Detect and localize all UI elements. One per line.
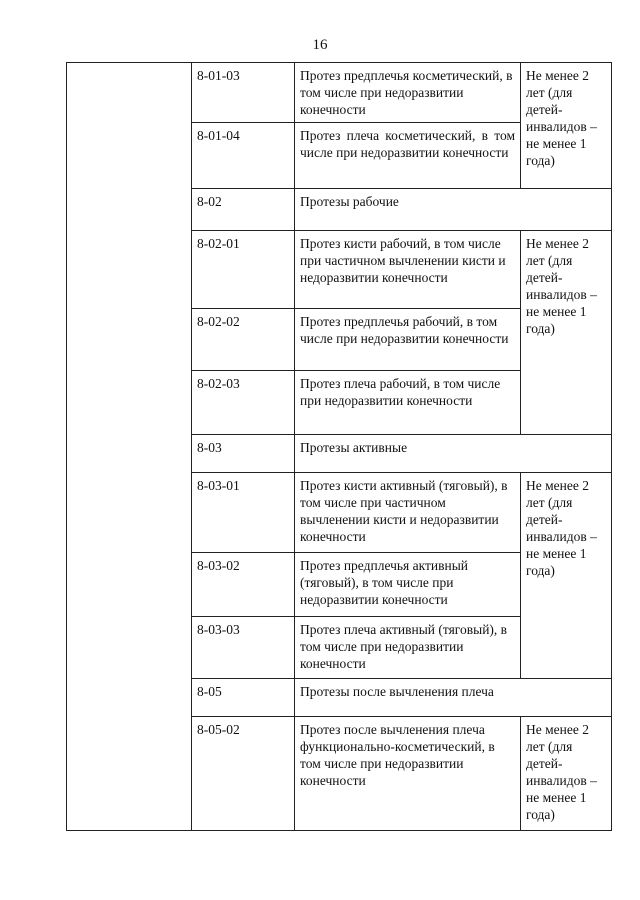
item-code: 8-03-02 xyxy=(192,553,295,617)
item-code: 8-02-01 xyxy=(192,231,295,309)
term-cell: Не менее 2 лет (для детей-инвалидов – не менее 1 года) xyxy=(521,231,612,435)
term-cell: Не менее 2 лет (для детей-инвалидов – не менее 1 года) xyxy=(521,717,612,831)
item-code: 8-05-02 xyxy=(192,717,295,831)
item-name: Протез плеча рабочий, в том числе при недоразвитии конечности xyxy=(295,371,521,435)
item-name: Протез после вычленения плеча функционально-косметический, в том числе при недоразвитии конечности xyxy=(295,717,521,831)
item-code: 8-02-03 xyxy=(192,371,295,435)
item-name: Протез кисти активный (тяговый), в том числе при частичном вычленении кисти и недоразвитии конечности xyxy=(295,473,521,553)
item-name: Протез плеча активный (тяговый), в том числе при недоразвитии конечности xyxy=(295,617,521,679)
blank-column-cell xyxy=(67,63,192,831)
item-code: 8-01-04 xyxy=(192,123,295,189)
item-name: Протез предплечья активный (тяговый), в том числе при недоразвитии конечности xyxy=(295,553,521,617)
item-name: Протез предплечья рабочий, в том числе при недоразвитии конечности xyxy=(295,309,521,371)
item-name: Протез предплечья косметический, в том числе при недоразвитии конечности xyxy=(295,63,521,123)
section-code: 8-02 xyxy=(192,189,295,231)
section-name: Протезы после вычленения плеча xyxy=(295,679,612,717)
item-code: 8-02-02 xyxy=(192,309,295,371)
item-code: 8-03-03 xyxy=(192,617,295,679)
item-name: Протез кисти рабочий, в том числе при частичном вычленении кисти и недоразвитии конечности xyxy=(295,231,521,309)
section-name: Протезы рабочие xyxy=(295,189,612,231)
item-code: 8-01-03 xyxy=(192,63,295,123)
term-cell: Не менее 2 лет (для детей-инвалидов – не менее 1 года) xyxy=(521,473,612,679)
page-number: 16 xyxy=(312,37,328,53)
section-code: 8-05 xyxy=(192,679,295,717)
term-cell: Не менее 2 лет (для детей-инвалидов – не менее 1 года) xyxy=(521,63,612,189)
section-name: Протезы активные xyxy=(295,435,612,473)
section-code: 8-03 xyxy=(192,435,295,473)
table-row xyxy=(67,63,612,123)
item-name: Протез плеча косметический, в том числе при недоразвитии конечности xyxy=(295,123,521,189)
item-code: 8-03-01 xyxy=(192,473,295,553)
document-table xyxy=(66,62,612,831)
